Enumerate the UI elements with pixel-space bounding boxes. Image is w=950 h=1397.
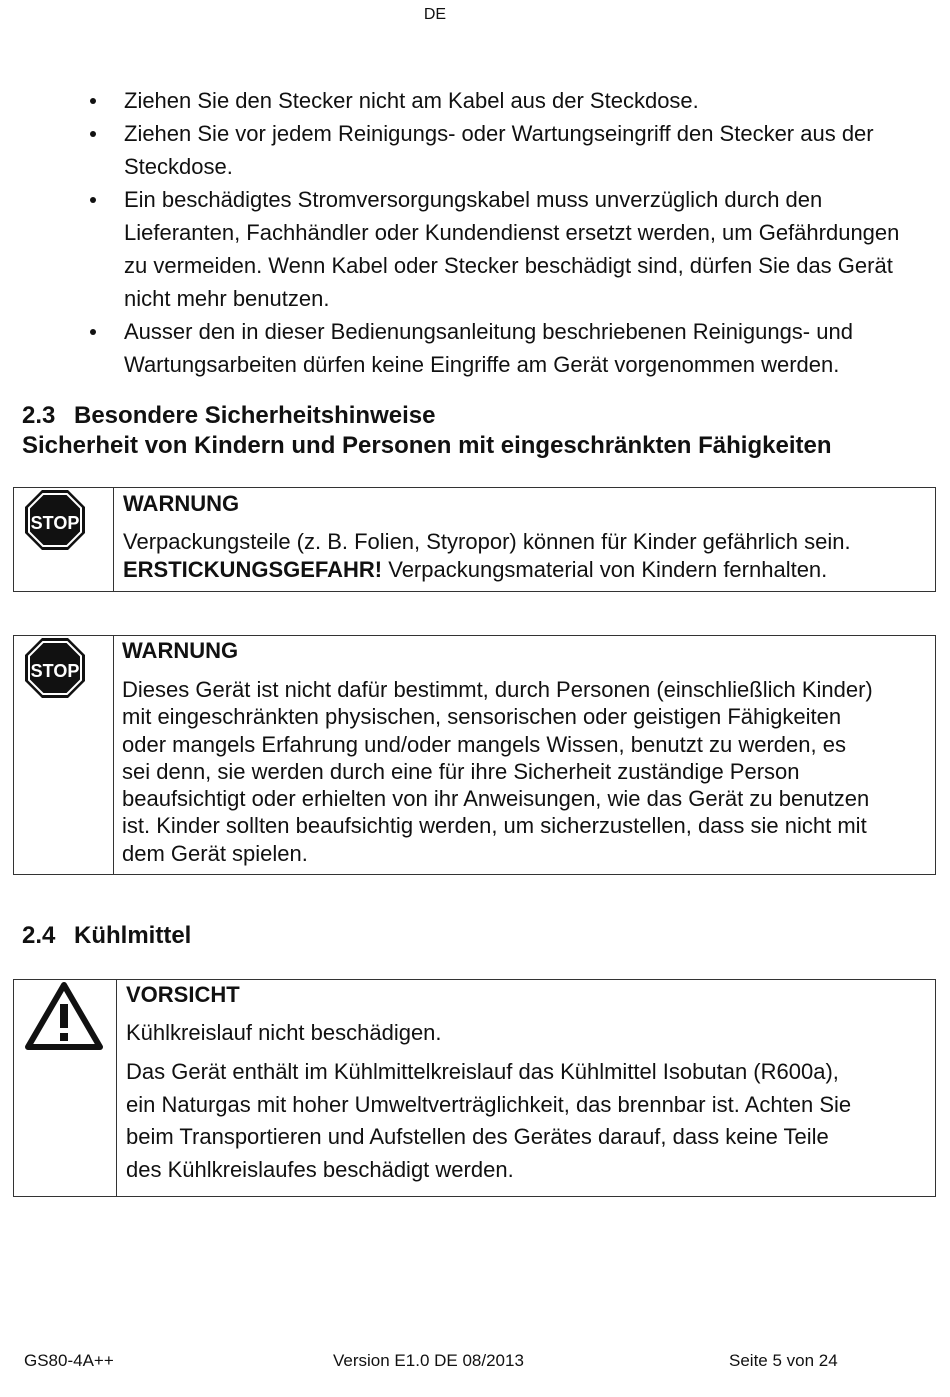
caution-line: Kühlkreislauf nicht beschädigen. (126, 1020, 442, 1045)
safety-bullet-list (90, 84, 910, 381)
text-line: Dieses Gerät ist nicht dafür bestimmt, durch Personen (einschließlich Kinder) (122, 677, 873, 702)
text-line: mit eingeschränkten physischen, sensorischen oder geistigen Fähigkeiten (122, 704, 842, 730)
page-header-language: DE (423, 6, 447, 23)
caution-title: VORSICHT (126, 982, 240, 1007)
bullet-icon (90, 329, 96, 335)
bullet-icon (90, 98, 96, 104)
warning-title: WARNUNG (123, 491, 240, 516)
warning-emphasis: ERSTICKUNGSGEFAHR! (123, 557, 383, 582)
list-item (90, 315, 910, 381)
section-heading-2-4 (22, 922, 191, 950)
text-line: beim Transportieren und Aufstellen des Gerätes darauf, dass keine Teile (126, 1124, 829, 1149)
stop-sign-icon (23, 488, 87, 552)
caution-box-coolant (13, 979, 936, 1197)
section-title: Kühlmittel (74, 922, 192, 949)
section-number: 2.3 (22, 402, 56, 429)
list-item-text: Ausser den in dieser Bedienungsanleitung beschriebenen Reinigungs- und Wartungsarbeiten dürfen keine Eingriffe am Gerät vorgenommen werden. (124, 319, 853, 377)
warning-sentence: Verpackungsmaterial von Kindern fernhalten. (382, 557, 828, 582)
footer-model: GS80-4A++ (24, 1351, 114, 1370)
text-line: ist. Kinder sollten beaufsichtig werden, um sicherzustellen, dass sie nicht mit (122, 813, 867, 839)
section-subtitle: Sicherheit von Kindern und Personen mit eingeschränkten Fähigkeiten (22, 432, 832, 459)
text-line: Das Gerät enthält im Kühlmittelkreislauf das Kühlmittel Isobutan (R600a), (126, 1059, 839, 1084)
list-item (90, 117, 910, 183)
warning-box-packaging (13, 487, 936, 592)
list-item (90, 183, 910, 315)
stop-sign-icon (23, 636, 87, 700)
list-item (90, 84, 910, 117)
section-number: 2.4 (22, 922, 56, 949)
text-line: dem Gerät spielen. (122, 840, 308, 866)
icon-cell (14, 488, 114, 591)
caution-body (126, 1056, 851, 1186)
list-item-text: Ein beschädigtes Stromversorgungskabel muss unverzüglich durch den Lieferanten, Fachhändler oder Kundendienst ersetzt werden, um Gefährdungen zu vermeiden. Wenn Kabel oder Stecker beschädigt sind, dürfen Sie das Gerät nicht mehr benutzen. (124, 187, 900, 311)
text-line: des Kühlkreislaufes beschädigt werden. (126, 1156, 514, 1182)
footer-page-number: Seite 5 von 24 (729, 1351, 838, 1370)
icon-cell (14, 980, 117, 1196)
svg-text:STOP: STOP (30, 513, 80, 533)
icon-cell (14, 636, 114, 874)
warning-title: WARNUNG (122, 638, 239, 663)
warning-triangle-icon (25, 982, 103, 1050)
bullet-icon (90, 197, 96, 203)
bullet-icon (90, 131, 96, 137)
svg-text:STOP: STOP (30, 661, 80, 681)
warning-body (123, 528, 851, 584)
text-line: sei denn, sie werden durch eine für ihre Sicherheit zuständige Person (122, 758, 800, 784)
warning-sentence: Verpackungsteile (z. B. Folien, Styropor) können für Kinder gefährlich sein. (123, 529, 851, 554)
text-line: ein Naturgas mit hoher Umweltverträglichkeit, das brennbar ist. Achten Sie (126, 1091, 852, 1117)
section-heading-2-3 (22, 402, 435, 430)
footer-version: Version E1.0 DE 08/2013 (333, 1351, 524, 1370)
section-title: Besondere Sicherheitshinweise (74, 402, 436, 429)
warning-box-persons (13, 635, 936, 875)
text-line: beaufsichtigt oder erhielten von ihr Anweisungen, wie das Gerät zu benutzen (122, 786, 870, 812)
list-item-text: Ziehen Sie vor jedem Reinigungs- oder Wartungseingriff den Stecker aus der Steckdose. (124, 121, 874, 179)
warning-body (122, 676, 873, 867)
text-line: oder mangels Erfahrung und/oder mangels Wissen, benutzt zu werden, es (122, 731, 846, 757)
list-item-text: Ziehen Sie den Stecker nicht am Kabel aus der Steckdose. (124, 88, 699, 113)
